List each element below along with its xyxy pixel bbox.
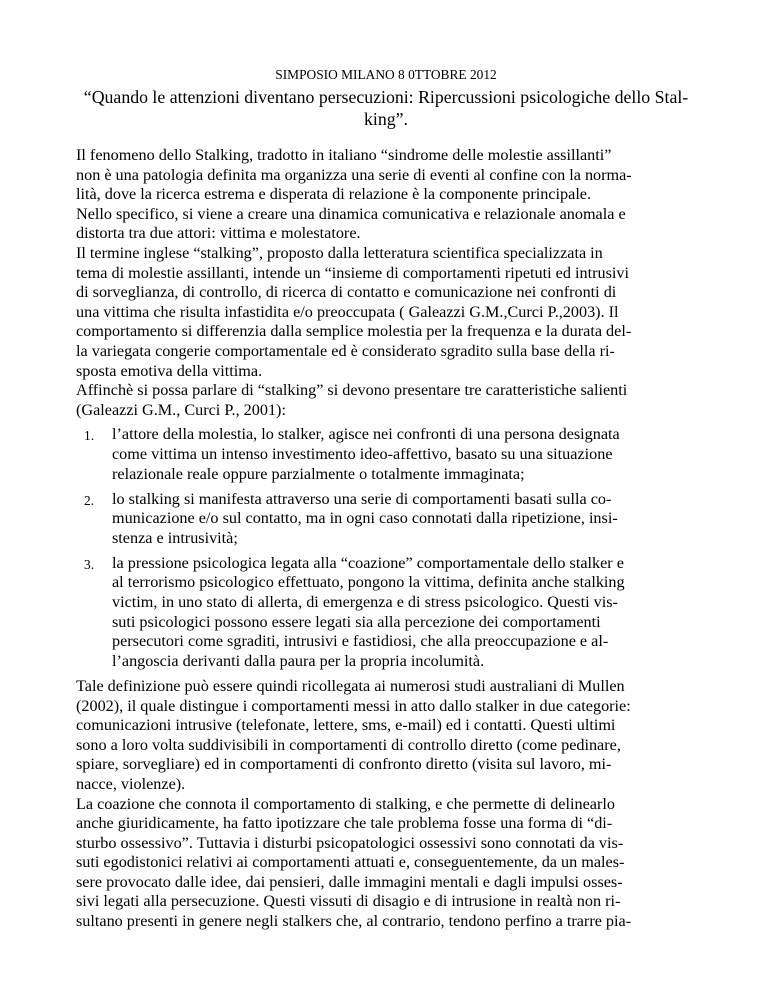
- text-line: sivi legati alla persecuzione. Questi vissuti di disagio e di intrusione in realtà non ri-: [76, 892, 621, 911]
- text-line: la variegata congerie comportamentale ed è considerato sgradito sulla base della ri-: [76, 341, 615, 360]
- text-line: come vittima un intenso investimento ideo-affettivo, basato su una situazione: [112, 444, 613, 463]
- text-line: Affinchè si possa parlare di “stalking” si devono presentare tre caratteristiche salienti: [76, 381, 628, 400]
- text-line: stenza e intrusività;: [112, 528, 238, 547]
- list-number: 2.: [84, 492, 95, 508]
- text-line: comunicazioni intrusive (telefonate, lettere, sms, e-mail) ed i contatti. Questi ultimi: [76, 716, 616, 735]
- text-line: una vittima che risulta infastidita e/o preoccupata ( Galeazzi G.M.,Curci P.,2003). Il: [76, 302, 619, 321]
- text-line: di sorveglianza, di controllo, di ricerca di contatto e comunicazione nei confronti di: [76, 283, 617, 302]
- text-line: sere provocato dalle idee, dai pensieri, dalle immagini mentali e dagli impulsi osses-: [76, 872, 623, 891]
- text-line: suti egodistonici relativi ai comportamenti attuati e, conseguentemente, da un males-: [76, 853, 625, 872]
- text-line: sultano presenti in genere negli stalkers che, al contrario, tendono perfino a trarre pia-: [76, 912, 632, 931]
- text-line: La coazione che connota il comportamento di stalking, e che permette di delinearlo: [76, 794, 615, 813]
- text-line: victim, in uno stato di allerta, di emergenza e di stress psicologico. Questi vis-: [112, 593, 618, 612]
- document-page: [76, 66, 696, 932]
- text-line: lo stalking si manifesta attraverso una serie di comportamenti basati sulla co-: [112, 489, 612, 508]
- paragraph-mullen: [76, 677, 696, 932]
- text-line: comportamento si differenzia dalla semplice molestia per la frequenza e la durata del-: [76, 322, 632, 341]
- list-number: 3.: [84, 556, 95, 572]
- text-line: Tale definizione può essere quindi ricollegata ai numerosi studi australiani di Mullen: [76, 676, 625, 695]
- list-item: [76, 425, 696, 484]
- text-line: al terrorismo psicologico effettuato, pongono la vittima, definita anche stalking: [112, 573, 625, 592]
- text-line: Il fenomeno dello Stalking, tradotto in italiano “sindrome delle molestie assillanti”: [76, 146, 612, 164]
- document-title: [76, 86, 696, 130]
- characteristics-list: [76, 425, 696, 671]
- text-line: l’angoscia derivanti dalla paura per la propria incolumità.: [112, 651, 485, 670]
- text-line: l’attore della molestia, lo stalker, agisce nei confronti di una persona designata: [112, 425, 620, 444]
- text-line: tema di molestie assillanti, intende un “insieme di comportamenti ripetuti ed intrusivi: [76, 263, 629, 282]
- text-line: spiare, sorvegliare) ed in comportamenti di confronto diretto (visita sul lavoro, mi-: [76, 755, 612, 774]
- list-item: [76, 554, 696, 672]
- text-line: la pressione psicologica legata alla “coazione” comportamentale dello stalker e: [112, 553, 624, 572]
- list-number: 1.: [84, 428, 95, 444]
- text-line: (Galeazzi G.M., Curci P., 2001):: [76, 400, 286, 419]
- text-line: relazionale reale oppure parzialmente o totalmente immaginata;: [112, 464, 525, 483]
- list-item: [76, 490, 696, 549]
- text-line: suti psicologici possono essere legati sia alla percezione dei comportamenti: [112, 612, 601, 631]
- paragraph-intro: [76, 146, 696, 420]
- title-line: king”.: [364, 109, 408, 129]
- text-line: sono a loro volta suddivisibili in comportamenti di controllo diretto (come pedinare,: [76, 735, 621, 754]
- text-line: nacce, violenze).: [76, 774, 186, 793]
- text-line: anche giuridicamente, ha fatto ipotizzare che tale problema fosse una forma di “di-: [76, 814, 613, 833]
- text-line: Il termine inglese “stalking”, proposto dalla letteratura scientifica specializzata in: [76, 243, 603, 262]
- text-line: non è una patologia definita ma organizza una serie di eventi al confine con la norma-: [76, 165, 632, 184]
- title-line: “Quando le attenzioni diventano persecuzioni: Ripercussioni psicologiche dello Stal-: [83, 87, 689, 107]
- text-line: municazione e/o sul contatto, ma in ogni caso connotati dalla ripetizione, insi-: [112, 509, 618, 528]
- text-line: lità, dove la ricerca estrema e disperata di relazione è la componente principale.: [76, 185, 592, 204]
- text-line: Nello specifico, si viene a creare una dinamica comunicativa e relazionale anomala e: [76, 204, 626, 223]
- text-line: sturbo ossessivo”. Tuttavia i disturbi psicopatologici ossessivi sono connotati da vis-: [76, 833, 624, 852]
- text-line: (2002), il quale distingue i comportamenti messi in atto dallo stalker in due categorie:: [76, 696, 631, 715]
- text-line: distorta tra due attori: vittima e molestatore.: [76, 224, 361, 243]
- text-line: sposta emotiva della vittima.: [76, 361, 263, 380]
- text-line: persecutori come sgraditi, intrusivi e fastidiosi, che alla preoccupazione e al-: [112, 632, 609, 651]
- conference-header: SIMPOSIO MILANO 8 0TTOBRE 2012: [275, 67, 497, 82]
